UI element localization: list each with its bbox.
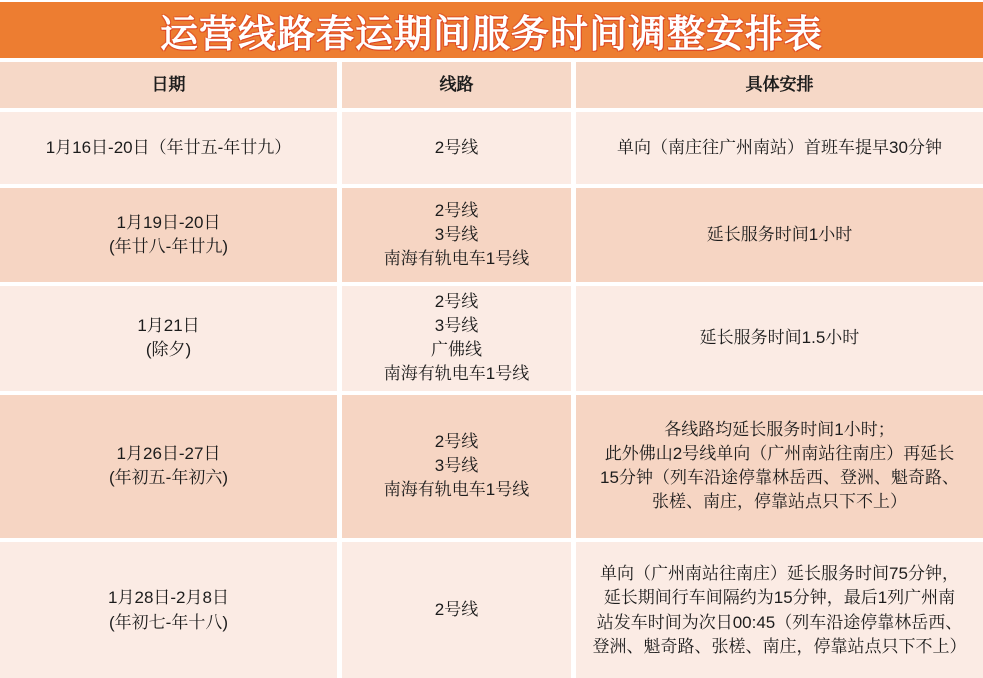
route-line: 2号线 [434, 600, 479, 620]
route-line: 2号线 [434, 292, 479, 311]
date-line: (年廿八-年廿九) [109, 237, 228, 256]
column-header-line: 线路 [342, 62, 571, 108]
arr-line: 15分钟（列车沿途停靠林岳西、登洲、魁奇路、 [600, 468, 959, 487]
column-header-arrangement: 具体安排 [576, 62, 983, 108]
column-header-date: 日期 [0, 62, 337, 108]
table-row [0, 112, 983, 184]
date-line: 1月16日-20日（年廿五-年廿九） [45, 137, 292, 157]
date-cell [0, 395, 337, 538]
route-line: 2号线 [434, 137, 479, 157]
table-title-banner [0, 2, 983, 58]
arr-line: 张槎、南庄，停靠站点只下不上） [652, 492, 907, 512]
table-row [0, 286, 983, 391]
lines-cell [342, 286, 571, 391]
arrangement-cell [576, 542, 983, 678]
table-row [0, 395, 983, 538]
table-row [0, 542, 983, 678]
date-line: 1月19日-20日 [116, 212, 221, 232]
date-cell [0, 286, 337, 391]
route-line: 3号线 [434, 455, 479, 475]
arr-line: 站发车时间为次日00:45（列车沿途停靠林岳西、 [596, 612, 963, 632]
table-row [0, 188, 983, 282]
route-line: 3号线 [434, 316, 479, 336]
arr-line: 延长服务时间1小时 [706, 224, 853, 244]
date-cell [0, 542, 337, 678]
arr-line: 此外佛山2号线单向（广州南站往南庄）再延长 [604, 443, 955, 463]
arrangement-cell [576, 112, 983, 184]
table-body [0, 112, 983, 678]
arrangement-cell [576, 395, 983, 538]
arr-line: 单向（南庄往广州南站）首班车提早30分钟 [617, 137, 942, 157]
date-line: (除夕) [145, 340, 192, 360]
table-header-row [0, 62, 983, 108]
route-line: 2号线 [434, 200, 479, 220]
lines-cell [342, 395, 571, 538]
arrangement-cell [576, 286, 983, 391]
lines-cell [342, 542, 571, 678]
date-cell [0, 112, 337, 184]
arr-line: 单向（广州南站往南庄）延长服务时间75分钟， [600, 564, 959, 584]
route-line: 南海有轨电车1号线 [383, 364, 530, 384]
date-cell [0, 188, 337, 282]
date-line: 1月26日-27日 [116, 443, 221, 463]
lines-cell [342, 112, 571, 184]
arr-line: 延长期间行车间隔约为15分钟，最后1列广州南 [603, 588, 956, 608]
lines-cell [342, 188, 571, 282]
route-line: 南海有轨电车1号线 [383, 249, 530, 269]
date-line: 1月28日-2月8日 [108, 588, 229, 608]
arr-line: 登洲、魁奇路、张槎、南庄，停靠站点只下不上） [592, 636, 967, 656]
arr-line: 延长服务时间1.5小时 [699, 328, 860, 348]
arrangement-cell [576, 188, 983, 282]
page-title: 运营线路春运期间服务时间调整安排表 [159, 13, 823, 56]
route-line: 3号线 [434, 224, 479, 244]
route-line: 2号线 [434, 431, 479, 451]
route-line: 南海有轨电车1号线 [383, 480, 530, 500]
route-line: 广佛线 [431, 340, 482, 360]
arr-line: 各线路均延长服务时间1小时； [664, 419, 895, 439]
date-line: 1月21日 [137, 316, 200, 336]
schedule-table [0, 62, 983, 678]
date-line: (年初五-年初六) [109, 468, 228, 487]
date-line: (年初七-年十八) [109, 612, 228, 632]
